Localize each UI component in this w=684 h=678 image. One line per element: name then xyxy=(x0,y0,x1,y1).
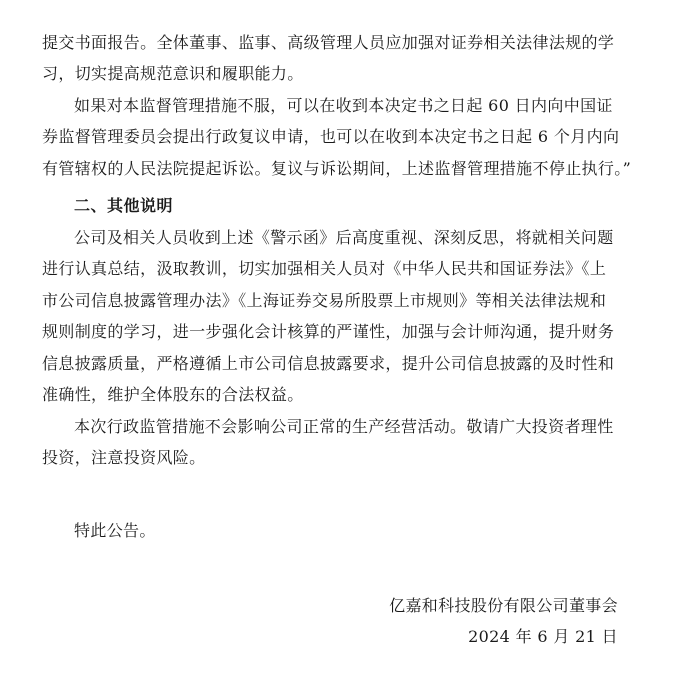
paragraph-response-line-5: 信息披露质量，严格遵循上市公司信息披露要求，提升公司信息披露的及时性和 xyxy=(42,354,615,373)
paragraph-response-line-2: 进行认真总结，汲取教训，切实加强相关人员对《中华人民共和国证券法》《上 xyxy=(42,259,607,278)
signature-issuer: 亿嘉和科技股份有限公司董事会 xyxy=(389,596,618,615)
paragraph-continued-line-1: 提交书面报告。全体董事、监事、高级管理人员应加强对证券相关法律法规的学 xyxy=(42,33,615,52)
closing-statement: 特此公告。 xyxy=(74,521,156,540)
paragraph-impact-line-1: 本次行政监管措施不会影响公司正常的生产经营活动。敬请广大投资者理性 xyxy=(74,417,614,436)
paragraph-continued-line-2: 习，切实提高规范意识和履职能力。 xyxy=(42,64,304,83)
paragraph-appeal-line-1: 如果对本监督管理措施不服，可以在收到本决定书之日起 60 日内向中国证 xyxy=(74,96,613,115)
paragraph-response-line-1: 公司及相关人员收到上述《警示函》后高度重视、深刻反思，将就相关问题 xyxy=(74,228,614,247)
paragraph-impact-line-2: 投资，注意投资风险。 xyxy=(42,448,206,467)
section-heading: 二、其他说明 xyxy=(74,196,174,215)
paragraph-appeal-line-3: 有管辖权的人民法院提起诉讼。复议与诉讼期间，上述监督管理措施不停止执行。” xyxy=(42,159,632,178)
signature-date: 2024 年 6 月 21 日 xyxy=(468,627,618,646)
paragraph-response-line-4: 规则制度的学习，进一步强化会计核算的严谨性，加强与会计师沟通，提升财务 xyxy=(42,322,615,341)
paragraph-appeal-line-2: 券监督管理委员会提出行政复议申请，也可以在收到本决定书之日起 6 个月内向 xyxy=(42,127,620,146)
paragraph-response-line-3: 市公司信息披露管理办法》《上海证券交易所股票上市规则》等相关法律法规和 xyxy=(42,291,607,310)
paragraph-response-line-6: 准确性，维护全体股东的合法权益。 xyxy=(42,385,304,404)
